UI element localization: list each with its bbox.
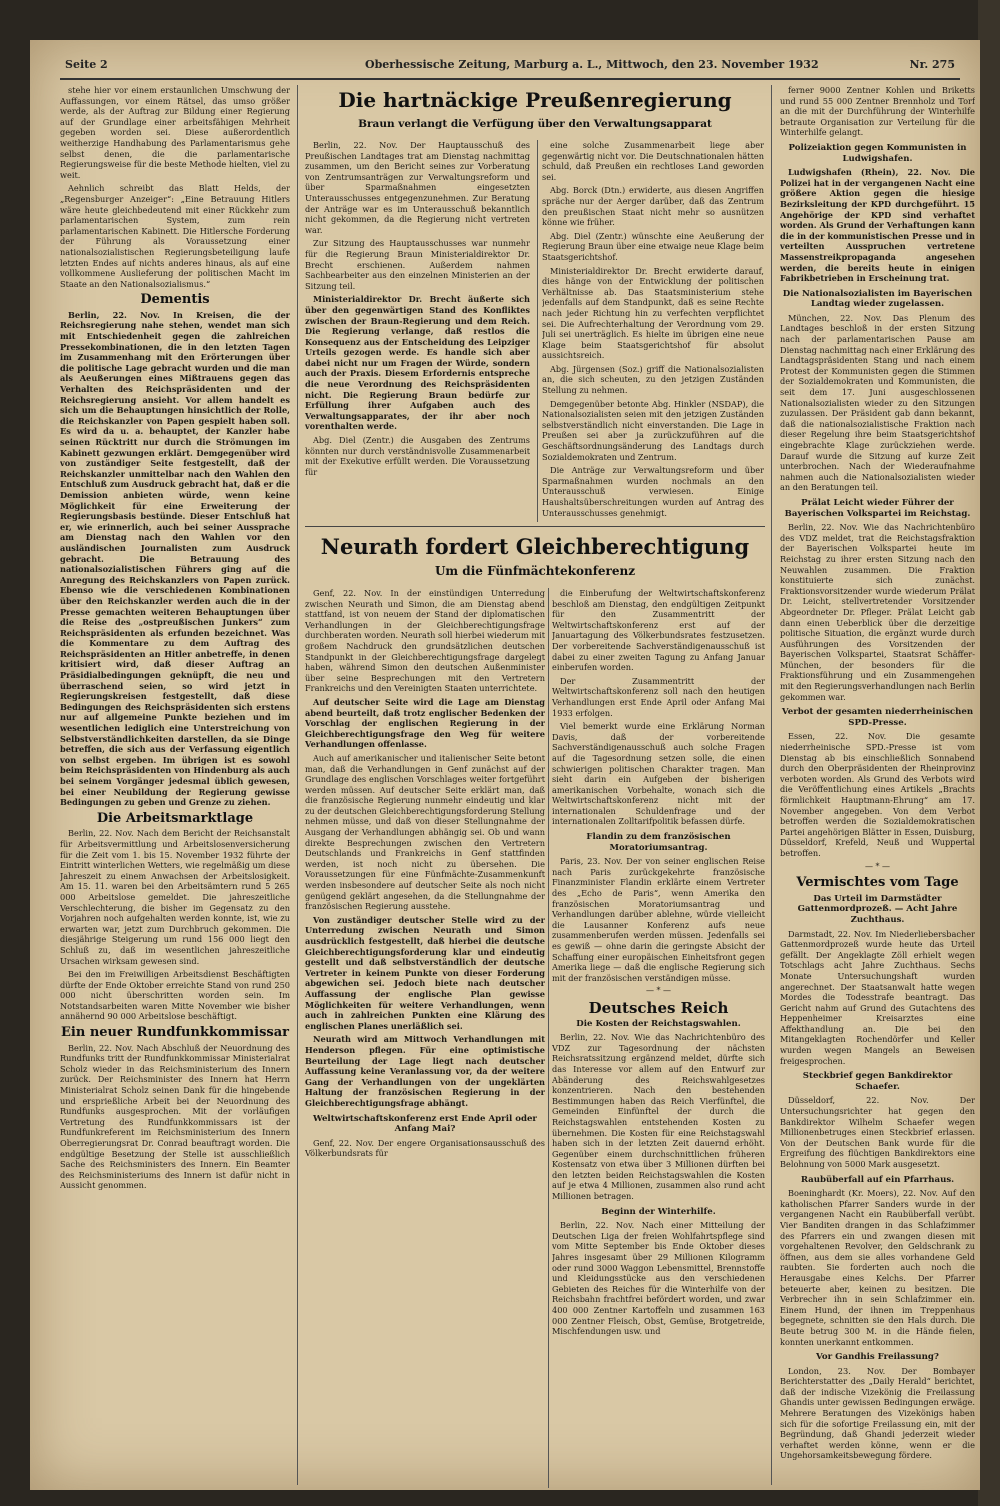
adjacent-page-edge bbox=[978, 0, 1000, 1506]
preussen-para: Die Anträge zur Verwaltungsreform und über Sparmaßnahmen wurden nochmals an den Unterausschuß verwiesen. Einige Haushaltsüberschreitungen wurden auf Antrag des Unterausschusses genehmigt. bbox=[542, 465, 764, 518]
neurath-para: Viel bemerkt wurde eine Erklärung Norman Davis, daß der vorbereitende Sachverständigenausschuß auch solche Fragen auf die Tagesordnung setzen solle, die einen schwierigen politischen Charakter tragen. Man sieht darin ein Aufgeben der bisherigen amerikanischen Vorbehalte, wonach sich die Weltwirtschaftskonferenz nicht mit der internationalen Schuldenfrage und der internationalen Zolltarifpolitik befassen dürfe. bbox=[552, 721, 765, 827]
page-number: Seite 2 bbox=[65, 58, 108, 71]
kosten-text: Berlin, 22. Nov. Wie das Nachrichtenbüro des VDZ zur Tagesordnung der nächsten Reichsratssitzung ergänzend meldet, dürfte sich das Interesse vor allem auf den Entwurf zur Abänderung des Reichswahlgesetzes konzentrieren. Nach den bestehenden Bestimmungen haben das Reich Vierfünftel, die Gemeinden Einfünftel der durch die Reichstagswahlen entstehenden Kosten zu übernehmen. Die Kosten für eine Reichstagswahl haben sich in der letzten Zeit dauernd erhöht. Gegenüber einem durchschnittlichen früheren Kostensatz von etwa über 3 Millionen dürften bei den letzten beiden Reichstagswahlen die Kosten auf je etwa 4 Millionen, zusammen also rund acht Millionen betragen. bbox=[552, 1032, 765, 1202]
preussen-para-bold: Ministerialdirektor Dr. Brecht äußerte sich über den gegenwärtigen Stand des Konfliktes zwischen der Braun-Regierung und dem Reich. Die Regierung verlange, daß restlos die Konsequenz aus der Entscheidung des Leipziger Urteils gezogen werde. Es handle sich aber dabei nicht nur um Fragen der Würde, sondern auch der Praxis. Diesem Erfordernis entspreche die neue Verordnung des Reichspräsidenten nicht. Die Regierung Braun bedürfe zur Erfüllung ihrer Aufgaben auch des Verwaltungsapparates, der ihr aber noch vorenthalten werde. bbox=[305, 294, 530, 432]
preussen-para: Abg. Jürgensen (Soz.) griff die Nationalsozialisten an, die sich scheuten, zu den jetzigen Zuständen Stellung zu nehmen. bbox=[542, 363, 764, 396]
welt-text: Genf, 22. Nov. Der engere Organisationsausschuß des Völkerbundsrats für bbox=[305, 1137, 545, 1159]
flandin-title: Flandin zu dem französischen Moratoriumsantrag. bbox=[586, 832, 731, 853]
arbeit-text-2: Bei den im Freiwilligen Arbeitsdienst Beschäftigten dürfte der Ende Oktober erreichte Stand von rund 250 000 nicht überschritten worden sein. Im Notstandsarbeiten waren Mitte November wie bisher annähernd 90 000 Arbeitslose beschäftigt. bbox=[60, 969, 290, 1022]
neurath-para: Genf, 22. Nov. In der einstündigen Unterredung zwischen Neurath und Simon, die am Dienstag abend stattfand, ist von neuem der Stand der diplomatischen Verhandlungen in der Gleichberechtigungsfrage durchberaten worden. Neurath soll hierbei wiederum mit großem Nachdruck den grundsätzlichen deutschen Standpunkt in der Gleichberechtigungsfrage dargelegt haben, während Simon den deutschen Außenminister über seine Besprechungen mit den Vertretern Frankreichs und den Vereinigten Staaten unterrichtete. bbox=[305, 588, 545, 694]
neurath-para-bold: Von zuständiger deutscher Stelle wird zu der Unterredung zwischen Neurath und Simon ausdrücklich festgestellt, daß hierbei die deutsche Gleichberechtigungsforderung klar und eindeutig gestellt und daß selbstverständlich der deutsche Vertreter in keinem Punkte von dieser Forderung abgewichen sei. Jedoch biete nach deutscher Auffassung der englische Plan gewisse Möglichkeiten für weitere Verhandlungen, wenn auch in zahlreichen Punkten eine Klärung des englischen Planes unerläßlich sei. bbox=[305, 914, 545, 1031]
leicht-title: Prälat Leicht wieder Führer der Bayerischen Volkspartei im Reichstag. bbox=[784, 497, 971, 519]
dementis-text: Berlin, 22. Nov. In Kreisen, die der Reichsregierung nahe stehen, wendet man sich mit Entschiedenheit gegen die zahlreichen Pressekombinationen, die in den letzten Tagen im Zusammenhang mit den Erörterungen über die politische Lage gebracht wurden und die man als Aeußerungen eines Mißtrauens gegen das Verhalten des Reichspräsidenten und der Reichsregierung ansieht. Vor allem handelt es sich um die Behauptungen hinsichtlich der Rolle, die Reichskanzler von Papen gespielt haben soll. Es wird da u. a. behauptet, der Kanzler habe seinen Rücktritt nur durch die Strömungen im Kabinett gezwungen erklärt. Demgegenüber wird von zuständiger Seite festgestellt, daß der Reichskanzler unmittelbar nach den Wahlen den Entschluß zum Ausdruck gebracht hat, daß er die Demission anbieten würde, wenn keine Möglichkeit für eine Erweiterung der Regierungsbasis bestünde. Dieser Entschluß hat er, wie erinnerlich, auch bei seiner Aussprache am Dienstag nach den Wahlen vor den ausländischen Journalisten zum Ausdruck gebracht. Die Betrauung des nationalsozialistischen Führers ging auf die Anregung des Reichskanzlers von Papen zurück. Ebenso wie die verschiedenen Kombinationen über den Reichskanzler werden auch die in der Presse gemachten weiteren Behauptungen über die Reise des „ostpreußischen Junkers“ zum Reichspräsidenten als erfunden bezeichnet. Was die Kommentare zu dem Auftrag des Reichspräsidenten an Hitler anbetreffe, in denen kritisiert wird, daß dieser Auftrag an Präsidialbedingungen geknüpft, die neu und überraschend seien, so wird jetzt in Regierungskreisen festgestellt, daß diese Bedingungen des Reichspräsidenten sich erstens nur auf allgemeine Punkte beziehen und im wesentlichen lediglich eine Unterstreichung von Selbstverständlichkeiten darstellen, da sie Dinge betreffen, die sich aus der Verfassung eigentlich von selbst ergeben. Im übrigen ist es sowohl beim Reichspräsidenten von Hindenburg als auch bei seinem Vorgänger jedesmal üblich gewesen, bei einer Neubildung der Regierung gewisse Bedingungen zu geben und Grenze zu ziehen. bbox=[60, 309, 290, 808]
raub-title: Raubüberfall auf ein Pfarrhaus. bbox=[800, 1174, 955, 1185]
neurath-para-bold: Auf deutscher Seite wird die Lage am Dienstag abend beurteilt, daß trotz englischer Bedenken der Vorschlag der englischen Regierung in der Gleichberechtigungsfrage den Weg für weitere Verhandlungen offenlasse. bbox=[305, 696, 545, 750]
column-4 bbox=[780, 85, 975, 1485]
intro-paragraph-2: Aehnlich schreibt das Blatt Helds, der „Regensburger Anzeiger“: „Eine Betrauung Hitlers wäre heute gleichbedeutend mit einer Rückkehr zum parlamentarischen System, zum rein parlamentarischen Kabinett. Die Hitlersche Forderung der Führung als Voraussetzung einer nationalsozialistischen Regierungsbeteiligung laufe letzten Endes auf nichts anderes hinaus, als auf eine vollkommene Auslieferung der politischen Macht im Staate an den Nationalsozialismus.“ bbox=[60, 183, 290, 289]
column-divider bbox=[548, 588, 549, 1488]
leicht-text: Berlin, 22. Nov. Wie das Nachrichtenbüro des VDZ meldet, trat die Reichstagsfraktion der Bayerischen Volkspartei heute im Reichstag zu ihrer ersten Sitzung nach den Neuwahlen zusammen. Die Fraktion konstituierte sich zunächst. Fraktionsvorsitzender wurde wiederum Prälat Dr. Leicht, stellvertretender Vorsitzender Abgeordneter Dr. Pfleger. Prälat Leicht gab dann einen Ueberblick über die derzeitige politische Situation, die ergänzt wurde durch Ausführungen des Vorsitzenden der Bayerischen Volkspartei, Staatsrat Schäffer-München, der besonders für die Fraktionsführung und ein Zusammengehen mit den Regierungsverhandlungen nach Berlin gekommen war. bbox=[780, 522, 975, 702]
winter-text: Berlin, 22. Nov. Nach einer Mitteilung der Deutschen Liga der freien Wohlfahrtspflege sind vom Mitte September bis Ende Oktober dieses Jahres insgesamt über 29 Millionen Kilogramm oder rund 3000 Waggon Lebensmittel, Brennstoffe und Kleidungsstücke aus den verschiedenen Gebieten des Reiches für die Winterhilfe von der Reichsbahn frachtfrei befördert worden, und zwar 400 000 Zentner Kartoffeln und zusammen 163 000 Zentner Fleisch, Obst, Gemüse, Brotgetreide, Mischfendungen usw. und bbox=[552, 1220, 765, 1337]
neurath-para-bold: Neurath wird am Mittwoch Verhandlungen mit Henderson pflegen. Für eine optimistische Beurteilung der Lage liegt nach deutscher Auffassung keine Veranlassung vor, da der weitere Gang der Verhandlungen von der ungeklärten Haltung der französischen Regierung in der Gleichberechtigungsfrage abhängt. bbox=[305, 1034, 545, 1108]
neurath-para: Auch auf amerikanischer und italienischer Seite betont man, daß die Verhandlungen in Genf zunächst auf der Grundlage des englischen Vorschlages weiter fortgeführt werden müssen. Auf deutscher Seite erklärt man, daß die französische Regierung nunmehr eindeutig und klar zu der deutschen Gleichberechtigungsforderung Stellung nehmen müsse, und daß von dieser Stellungnahme der Ausgang der Verhandlungen abhängig sei. Ob und wann direkte Besprechungen zwischen den Vertretern Deutschlands und Frankreichs in Genf stattfinden werden, ist noch nicht zu übersehen. Die Voraussetzungen für eine Fünfmächte-Zusammenkunft werden insbesondere auf deutscher Seite als noch nicht genügend geklärt angesehen, da die Stellungnahme der französischen Regierung ausstehe. bbox=[305, 752, 545, 912]
verbot-title: Verbot der gesamten niederrheinischen SPD-Presse. bbox=[781, 707, 974, 728]
neurath-col-b bbox=[552, 588, 765, 1488]
raub-text: Boeninghardt (Kr. Moers), 22. Nov. Auf den katholischen Pfarrer Sanders wurde in der vergangenen Nacht ein Raubüberfall verübt. Vier Banditen drangen in das Schlafzimmer des Pfarrers ein und zwangen diesen mit vorgehaltenen Revolver, den Geldschrank zu öffnen, aus dem sie alles vorhandene Geld raubten. Sie forderten auch noch die Herausgabe eines Kelchs. Der Pfarrer beteuerte aber, keinen zu besitzen. Die Verbrecher ihn in sein Schlafzimmer ein. Einem Hund, der ihnen im Treppenhaus begegnete, schnitten sie den Hals durch. Die Beute betrug 300 M. in die Hände fielen, konnten unerkannt entkommen. bbox=[780, 1188, 975, 1347]
preussen-para: Abg. Diel (Zentr.) wünschte eine Aeußerung der Regierung Braun über eine etwaige neue Klage beim Staatsgerichtshof. bbox=[542, 230, 764, 262]
separator-star: — * — bbox=[864, 861, 891, 871]
c4-para: ferner 9000 Zentner Kohlen und Briketts und rund 55 000 Zentner Brennholz und Torf an die mit der Durchführung der Winterhilfe betraute Organisation zur Verteilung für die Winterhilfe gelangt. bbox=[780, 85, 975, 138]
steck-text: Düsseldorf, 22. Nov. Der Untersuchungsrichter hat gegen den Bankdirektor Wilhelm Schaefer wegen Millionenbetruges einen Steckbrief erlassen. Von der Deutschen Bank wurde für die Ergreifung des flüchtigen Bankdirektors eine Belohnung von 5000 Mark ausgesetzt. bbox=[780, 1095, 975, 1169]
verm-title: Vermischtes vom Tage bbox=[796, 875, 959, 891]
reich-title: Deutsches Reich bbox=[588, 998, 729, 1017]
preussen-subtitle: Braun verlangt die Verfügung über den Verwaltungsapparat bbox=[358, 118, 712, 130]
preussen-para: Abg. Diel (Zentr.) die Ausgaben des Zentrums könnten nur durch verständnisvolle Zusammenarbeit mit der Exekutive erfüllt werden. Die Voraussetzung für bbox=[305, 435, 530, 477]
urteil-text: Darmstadt, 22. Nov. Im Niederliebersbacher Gattenmordprozeß wurde heute das Urteil gefällt. Der Angeklagte Zöll erhielt wegen Totschlags acht Jahre Zuchthaus. Sechs Monate Untersuchungshaft wurden angerechnet. Der Staatsanwalt hatte wegen Mordes die Todesstrafe beantragt. Das Gericht nahm auf Grund des Gutachtens des Heppenheimer Kreisarztes eine Affekthandlung an. Die bei den Mitangeklagten Rochendörfer und Keller wurden wegen Mangels an Beweisen freigesprochen. bbox=[780, 928, 975, 1066]
masthead: Oberhessische Zeitung, Marburg a. L., Mittwoch, den 23. November 1932 bbox=[365, 58, 819, 71]
neurath-para: Der Zusammentritt der Weltwirtschaftskonferenz soll nach den heutigen Verhandlungen erst Ende April oder Anfang Mai 1933 erfolgen. bbox=[552, 675, 765, 718]
dementis-title: Dementis bbox=[140, 292, 210, 308]
section-rule bbox=[305, 526, 765, 527]
pol-title: Polizeiaktion gegen Kommunisten in Ludwigshafen. bbox=[788, 142, 967, 164]
neurath-para: die Einberufung der Weltwirtschaftskonferenz beschloß am Dienstag, den endgültigen Zeitpunkt für den Zusammentritt der Weltwirtschaftskonferenz erst auf der Januartagung des Völkerbundsrates festzusetzen. Der vorbereitende Sachverständigenausschuß ist dabei zu einer zweiten Tagung zu Anfang Januar einberufen worden. bbox=[552, 588, 765, 673]
preussen-col-a bbox=[305, 140, 530, 522]
column-1 bbox=[60, 85, 290, 1485]
column-divider bbox=[537, 140, 538, 522]
preussen-col-b bbox=[542, 140, 764, 522]
newspaper-page bbox=[30, 40, 980, 1490]
ns-title: Die Nationalsozialisten im Bayerischen Landtag wieder zugelassen. bbox=[782, 288, 973, 310]
rundfunk-text: Berlin, 22. Nov. Nach Abschluß der Neuordnung des Rundfunks tritt der Rundfunkkommissar Ministerialrat Scholz wieder in das Reichsministerium des Innern zurück. Der Reichsminister des Innern hat Herrn Ministerialrat Scholz seinen Dank für die hingebende und ersprießliche Arbeit bei der Neuordnung des Rundfunks ausgesprochen. Mit der vorläufigen Vertretung des Rundfunkkommissars ist der Rundfunkreferent im Reichsministerium des Innern Oberregierungsrat Dr. Conrad beauftragt worden. Die endgültige Besetzung der Stelle ist ausschließlich Sache des Reichsministers des Innern. Ein Beamter des Reichsministeriums des Innern ist dafür nicht in Aussicht genommen. bbox=[60, 1042, 290, 1191]
preussen-para: Berlin, 22. Nov. Der Hauptausschuß des Preußischen Landtages trat am Dienstag nachmittag zusammen, um den Bericht seines zur Vorberatung von Zentrumsanträgen zur Verwaltungsreform und über Sparmaßnahmen eingesetzten Unterausschusses entgegenzunehmen. Zur Beratung der Anträge war es im Unterausschuß bekanntlich nicht gekommen, da die Regierung nicht vertreten war. bbox=[305, 140, 530, 235]
preussen-para: eine solche Zusammenarbeit liege aber gegenwärtig nicht vor. Die Deutschnationalen hätten schuld, daß Preußen ein rechtloses Land geworden sei. bbox=[542, 140, 764, 182]
preussen-para: Zur Sitzung des Hauptausschusses war nunmehr für die Regierung Braun Ministerialdirektor Dr. Brecht erschienen. Außerdem nahmen Sachbearbeiter aus den einzelnen Ministerien an der Sitzung teil. bbox=[305, 238, 530, 291]
preussen-para: Abg. Borck (Dtn.) erwiderte, aus diesen Angriffen spräche nur der Aerger darüber, daß das Zentrum den preußischen Staat nicht mehr so ausnützen könne wie früher. bbox=[542, 185, 764, 228]
neurath-col-a bbox=[305, 588, 545, 1488]
ns-text: München, 22. Nov. Das Plenum des Landtages beschloß in der ersten Sitzung nach der parlamentarischen Pause am Dienstag nachmittag nach einer Erklärung des Landtagspräsidenten Stang und nach einem Protest der Kommunisten gegen die Stimmen der Sozialdemokraten und Kommunisten, die seit dem 17. Juni ausgeschlossenen Nationalsozialisten wieder zu den Sitzungen zuzulassen. Der Präsident gab dann bekannt, daß die nationalsozialistische Fraktion nach dieser Regelung ihre beim Staatsgerichtshof eingebrachte Klage zurückziehen werde. Darauf wurde die Sitzung auf kurze Zeit unterbrochen. Nach der Wiederaufnahme nahmen auch die Nationalsozialisten wieder an den Beratungen teil. bbox=[780, 312, 975, 493]
neurath-title: Neurath fordert Gleichberechtigung bbox=[320, 534, 750, 559]
neurath-subtitle: Um die Fünfmächtekonferenz bbox=[434, 564, 636, 578]
gandhi-text: London, 23. Nov. Der Bombayer Berichterstatter des „Daily Herald“ berichtet, daß der indische Vizekönig die Freilassung Ghandis unter gewissen Bedingungen erwäge. Mehrere Beratungen des Vizekönigs haben sich für die sofortige Freilassung ein, mit der Begründung, daß Ghandi jederzeit wieder verhaftet werden könne, wenn er die Ungehorsamkeitsbewegung fördere. bbox=[780, 1365, 975, 1461]
arbeit-text: Berlin, 22. Nov. Nach dem Bericht der Reichsanstalt für Arbeitsvermittlung und Arbeitslosenversicherung für die Zeit vom 1. bis 15. November 1932 führte der Eintritt winterlichen Wetters, wie regelmäßig um diese Jahreszeit zu einem Anwachsen der Arbeitslosigkeit. Am 15. 11. waren bei den Arbeitsämtern rund 5 265 000 Arbeitslose gemeldet. Die jahreszeitliche Verschlechterung, die bisher im Gegensatz zu den Vorjahren noch aufgehalten werden konnte, ist, wie zu erwarten war, jetzt zum Durchbruch gekommen. Die diesjährige Steigerung um rund 156 000 liegt den Schluß zu, daß im wesentlichen jahreszeitliche Ursachen wirksam gewesen sind. bbox=[60, 828, 290, 966]
kosten-title: Die Kosten der Reichstagswahlen. bbox=[576, 1018, 741, 1029]
welt-title: Weltwirtschaftskonferenz erst Ende April oder Anfang Mai? bbox=[313, 1113, 537, 1135]
winter-title: Beginn der Winterhilfe. bbox=[601, 1206, 716, 1217]
urteil-title: Das Urteil im Darmstädter Gattenmordprozeß. — Acht Jahre Zuchthaus. bbox=[797, 893, 958, 925]
issue-number: Nr. 275 bbox=[909, 58, 955, 71]
steck-title: Steckbrief gegen Bankdirektor Schaefer. bbox=[802, 1071, 953, 1092]
header-rule bbox=[60, 78, 960, 80]
column-divider bbox=[771, 85, 772, 1485]
intro-paragraph: stehe hier vor einem erstaunlichen Umschwung der Auffassungen, vor einem Rätsel, das umso größer werde, als der Auftrag zur Bildung einer Regierung auf der Grundlage einer arbeitsfähigen Mehrheit gegeben worden sei. Diese außerordentlich weitherzige Handhabung des Parlamentarismus gehe selbst denen, die die parlamentarische Regierungsweise für die beste Methode hielten, viel zu weit. bbox=[60, 85, 290, 180]
pol-text: Ludwigshafen (Rhein), 22. Nov. Die Polizei hat in der vergangenen Nacht eine größere Aktion gegen die hiesige Bezirksleitung der KPD durchgeführt. 15 Angehörige der KPD sind verhaftet worden. Als Grund der Verhaftungen kann die in der kommunistischen Presse und in verteilten Ausspruchen vertretene Massenstreikpropaganda angesehen werden, die bereits heute in einigen Fabrikbetrieben in Erscheinung trat. bbox=[780, 167, 975, 284]
arbeit-title: Die Arbeitsmarktlage bbox=[96, 810, 254, 826]
separator-star: — * — bbox=[645, 986, 672, 996]
page-header bbox=[65, 58, 955, 76]
column-divider bbox=[297, 85, 298, 1485]
gandhi-title: Vor Gandhis Freilassung? bbox=[816, 1352, 939, 1363]
flandin-text: Paris, 23. Nov. Der von seiner englischen Reise nach Paris zurückgekehrte französische Finanzminister Flandin erklärte einem Vertreter des „Echo de Paris“, wenn Amerika den französischen Moratoriumsantrag und Verhandlungen darüber ablehne, würde vielleicht die Lausanner Konferenz aufs neue zusammenberufen werden müssen. Jedenfalls sei es gewiß — ohne darin die geringste Absicht der Schaffung einer europäischen Einheitsfront gegen Amerika liege — daß die englische Regierung sich mit der französischen verständigen müsse. bbox=[552, 856, 765, 983]
verbot-text: Essen, 22. Nov. Die gesamte niederrheinische SPD.-Presse ist vom Dienstag ab bis einschließlich Sonnabend durch den Oberpräsidenten der Rheinprovinz verboten worden. Als Grund des Verbots wird die Veröffentlichung eines Artikels „Brachts förmlichkeit Hauptmann-Ehrung“ am 17. November angegeben. Von dem Verbot betroffen werden die Sozialdemokratischen Partei angehörigen Blätter in Essen, Duisburg, Düsseldorf, Krefeld, Neuß und Wuppertal betroffen. bbox=[780, 731, 975, 858]
preussen-title: Die hartnäckige Preußenregierung bbox=[338, 88, 732, 112]
rundfunk-title: Ein neuer Rundfunkkommissar bbox=[61, 1025, 289, 1041]
preussen-para: Demgegenüber betonte Abg. Hinkler (NSDAP), die Nationalsozialisten seien mit den jetzigen Zuständen selbstverständlich nicht einverstanden. Die Lage in Preußen sei aber ja zurückzuführen auf die Geschäftsordnungsänderung des Landtags durch Sozialdemokraten und Zentrum. bbox=[542, 398, 764, 462]
preussen-para: Ministerialdirektor Dr. Brecht erwiderte darauf, dies hänge von der Entwicklung der politischen Verhältnisse ab. Das Staatsministerium stehe jedenfalls auf dem Standpunkt, daß es seine Rechte nach jeder Richtung hin zu verfechten verpflichtet sei. Die Aufrechterhaltung der Verordnung vom 29. Juli sei unerträglich. Es hielte im übrigen eine neue Klage beim Staatsgerichtshof für absolut aussichtsreich. bbox=[542, 265, 764, 361]
